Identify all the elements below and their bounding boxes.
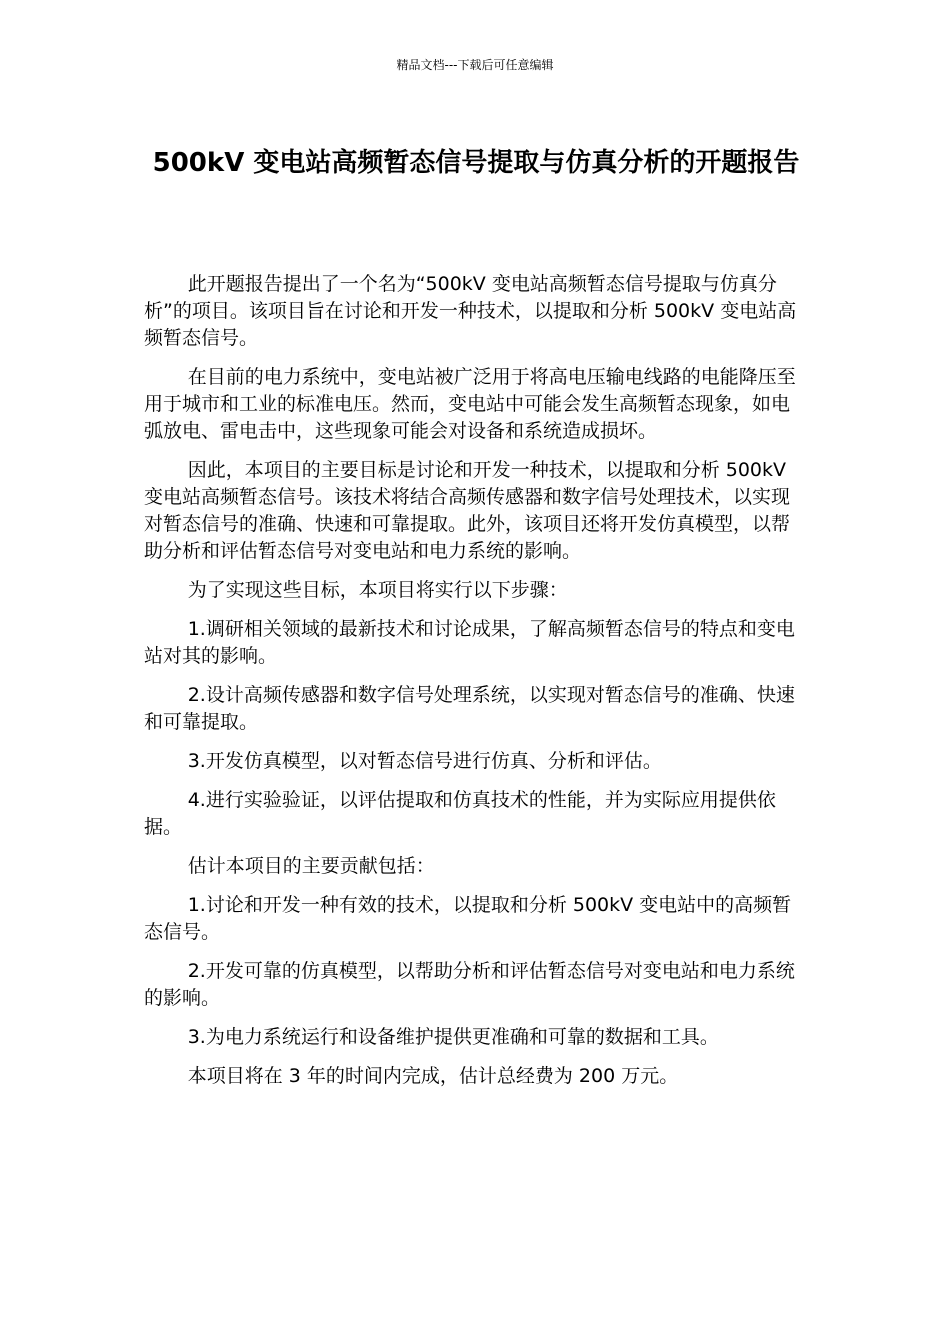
paragraph-step-4: 4.进行实验验证，以评估提取和仿真技术的性能，并为实际应用提供依据。 xyxy=(144,789,776,838)
page-header: 精品文档---下载后可任意编辑 xyxy=(396,58,554,72)
paragraph-step-1: 1.调研相关领域的最新技术和讨论成果，了解高频暂态信号的特点和变电站对其的影响。 xyxy=(144,618,795,667)
paragraph-objective: 因此，本项目的主要目标是讨论和开发一种技术，以提取和分析 500kV 变电站高频暂态信号。该技术将结合高频传感器和数字信号处理技术，以实现对暂态信号的准确、快速和可靠提取。此外，该项目还将开发仿真模型，以帮助分析和评估暂态信号对变电站和电力系统的影响。 xyxy=(144,459,791,562)
paragraph-contribution-1: 1.讨论和开发一种有效的技术，以提取和分析 500kV 变电站中的高频暂态信号。 xyxy=(144,894,792,943)
paragraph-step-3: 3.开发仿真模型，以对暂态信号进行仿真、分析和评估。 xyxy=(187,750,662,772)
paragraph-contribution-2: 2.开发可靠的仿真模型，以帮助分析和评估暂态信号对变电站和电力系统的影响。 xyxy=(144,960,795,1009)
paragraph-contribution-3: 3.为电力系统运行和设备维护提供更准确和可靠的数据和工具。 xyxy=(187,1026,719,1048)
paragraph-contributions-intro: 估计本项目的主要贡献包括： xyxy=(187,855,435,877)
paragraph-steps-intro: 为了实现这些目标，本项目将实行以下步骤： xyxy=(187,579,568,601)
document-title: 500kV 变电站高频暂态信号提取与仿真分析的开题报告 xyxy=(152,148,800,178)
paragraph-intro: 此开题报告提出了一个名为“500kV 变电站高频暂态信号提取与仿真分析”的项目。该项目旨在讨论和开发一种技术，以提取和分析 500kV 变电站高频暂态信号。 xyxy=(144,273,797,349)
paragraph-background: 在目前的电力系统中，变电站被广泛用于将高电压输电线路的电能降压至用于城市和工业的标准电压。然而，变电站中可能会发生高频暂态现象，如电弧放电、雷电击中，这些现象可能会对设备和系统造成损坏。 xyxy=(144,366,796,442)
paragraph-step-2: 2.设计高频传感器和数字信号处理系统，以实现对暂态信号的准确、快速和可靠提取。 xyxy=(144,684,795,733)
paragraph-timeline-budget: 本项目将在 3 年的时间内完成，估计总经费为 200 万元。 xyxy=(187,1065,679,1087)
document-body xyxy=(144,271,806,1102)
